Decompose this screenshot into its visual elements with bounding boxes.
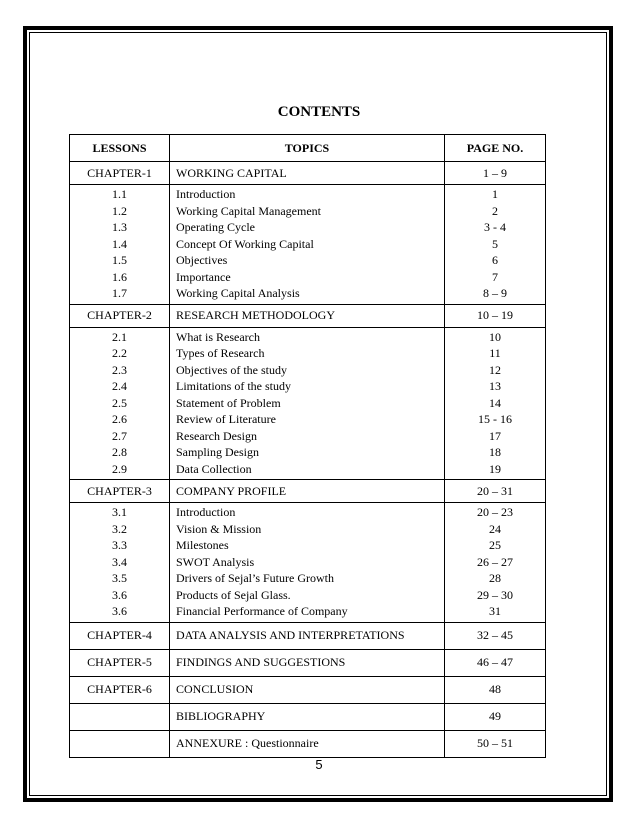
sub-topic-page: 7 [492, 269, 498, 284]
sub-topic-page: 11 [489, 346, 501, 360]
sub-topic-page: 10 [489, 329, 501, 344]
chapter-page: 46 – 47 [445, 649, 546, 676]
sub-topic-page-cell [445, 327, 546, 480]
sub-topic-number: 1.6 [112, 269, 127, 284]
chapter-page: 50 – 51 [445, 730, 546, 757]
chapter-topic: DATA ANALYSIS AND INTERPRETATIONS [170, 622, 445, 649]
sub-topics-row [70, 185, 546, 305]
sub-topic-number: 2.5 [112, 395, 127, 410]
sub-topic-title: Introduction [176, 505, 236, 519]
page-title: CONTENTS [277, 104, 361, 120]
sub-topic-page: 8 – 9 [483, 286, 507, 300]
sub-topic-page-cell [445, 185, 546, 305]
sub-topics-row [70, 327, 546, 480]
sub-topic-title: Statement of Problem [176, 395, 281, 410]
chapter-topic: RESEARCH METHODOLOGY [170, 304, 445, 327]
sub-topic-number: 3.2 [112, 521, 127, 536]
sub-topic-number: 3.5 [112, 571, 127, 585]
chapter-page: 1 – 9 [445, 162, 546, 185]
sub-topic-title: Review of Literature [176, 412, 276, 426]
sub-topic-page: 25 [489, 538, 501, 552]
chapter-lesson: CHAPTER-6 [70, 676, 170, 703]
chapter-topic: WORKING CAPITAL [170, 162, 445, 185]
chapter-lesson [70, 730, 170, 757]
sub-topic-number: 2.8 [112, 445, 127, 459]
sub-topic-number: 2.6 [112, 412, 127, 426]
header-lessons: LESSONS [70, 135, 170, 162]
chapter-topic: CONCLUSION [170, 676, 445, 703]
sub-topic-page: 14 [489, 395, 501, 410]
table-header-row [70, 135, 546, 162]
sub-topic-page: 13 [489, 379, 501, 393]
sub-topic-number: 2.3 [112, 362, 127, 377]
sub-topic-title-cell [170, 503, 445, 623]
sub-topic-page: 5 [492, 236, 498, 251]
sub-topic-number: 3.1 [112, 505, 127, 519]
sub-topic-number: 1.5 [112, 253, 127, 267]
sub-topic-number: 1.3 [112, 220, 127, 234]
sub-topic-page: 19 [489, 461, 501, 476]
sub-topic-page: 3 - 4 [484, 220, 506, 234]
sub-topic-number: 2.1 [112, 329, 127, 344]
sub-topic-title-cell [170, 185, 445, 305]
sub-topic-number: 3.6 [112, 604, 127, 618]
sub-topic-number-cell [70, 185, 170, 305]
chapter-row [70, 676, 546, 703]
chapter-row [70, 162, 546, 185]
sub-topic-title: Limitations of the study [176, 379, 291, 393]
chapter-page: 49 [445, 703, 546, 730]
chapter-page: 48 [445, 676, 546, 703]
sub-topic-page: 28 [489, 571, 501, 585]
sub-topic-number: 2.7 [112, 428, 127, 443]
sub-topic-page: 18 [489, 445, 501, 459]
sub-topic-number: 3.3 [112, 538, 127, 552]
chapter-topic: BIBLIOGRAPHY [170, 703, 445, 730]
sub-topic-page: 31 [489, 604, 501, 618]
contents-table [69, 134, 546, 758]
sub-topic-page: 26 – 27 [477, 554, 513, 569]
sub-topic-number: 1.4 [112, 236, 127, 251]
chapter-row [70, 622, 546, 649]
sub-topic-number-cell [70, 327, 170, 480]
sub-topic-title: Research Design [176, 428, 257, 443]
chapter-lesson: CHAPTER-4 [70, 622, 170, 649]
sub-topic-number: 2.9 [112, 461, 127, 476]
sub-topic-number: 2.4 [112, 379, 127, 393]
sub-topic-page: 17 [489, 428, 501, 443]
sub-topic-title: Objectives [176, 253, 228, 267]
chapter-lesson: CHAPTER-5 [70, 649, 170, 676]
sub-topic-title: SWOT Analysis [176, 554, 255, 569]
sub-topic-title: Drivers of Sejal’s Future Growth [176, 571, 334, 585]
sub-topic-title: Working Capital Management [176, 203, 321, 218]
sub-topic-page: 24 [489, 521, 501, 536]
sub-topics-row [70, 503, 546, 623]
sub-topic-number: 3.6 [112, 587, 127, 602]
sub-topic-title: What is Research [176, 329, 260, 344]
sub-topic-number-cell [70, 503, 170, 623]
chapter-lesson: CHAPTER-2 [70, 304, 170, 327]
sub-topic-number: 1.2 [112, 203, 127, 218]
sub-topic-page: 2 [492, 203, 498, 218]
sub-topic-page: 6 [492, 253, 498, 267]
chapter-page: 32 – 45 [445, 622, 546, 649]
sub-topic-title: Vision & Mission [176, 521, 262, 536]
sub-topic-title: Financial Performance of Company [176, 604, 348, 618]
chapter-row [70, 649, 546, 676]
sub-topic-number: 1.1 [112, 187, 127, 201]
chapter-topic: FINDINGS AND SUGGESTIONS [170, 649, 445, 676]
sub-topic-number: 1.7 [112, 286, 127, 300]
chapter-lesson [70, 703, 170, 730]
sub-topic-title: Data Collection [176, 461, 252, 476]
sub-topic-page: 20 – 23 [477, 505, 513, 519]
chapter-row [70, 480, 546, 503]
chapter-row [70, 703, 546, 730]
sub-topic-page: 15 - 16 [478, 412, 512, 426]
header-topics: TOPICS [170, 135, 445, 162]
chapter-row [70, 730, 546, 757]
sub-topic-title: Products of Sejal Glass. [176, 587, 291, 602]
sub-topic-page: 29 – 30 [477, 587, 513, 602]
sub-topic-page-cell [445, 503, 546, 623]
sub-topic-page: 1 [492, 187, 498, 201]
sub-topic-title: Milestones [176, 538, 229, 552]
chapter-page: 20 – 31 [445, 480, 546, 503]
sub-topic-number: 3.4 [112, 554, 127, 569]
page-number: 5 [315, 757, 323, 772]
sub-topic-title: Importance [176, 269, 231, 284]
sub-topic-title: Concept Of Working Capital [176, 236, 314, 251]
header-page-no: PAGE NO. [445, 135, 546, 162]
sub-topic-title: Introduction [176, 187, 236, 201]
contents-table-body [70, 162, 546, 758]
chapter-lesson: CHAPTER-3 [70, 480, 170, 503]
sub-topic-title: Objectives of the study [176, 362, 287, 377]
sub-topic-page: 12 [489, 362, 501, 377]
chapter-topic: COMPANY PROFILE [170, 480, 445, 503]
sub-topic-title: Operating Cycle [176, 220, 255, 234]
chapter-row [70, 304, 546, 327]
chapter-page: 10 – 19 [445, 304, 546, 327]
chapter-topic: ANNEXURE : Questionnaire [170, 730, 445, 757]
sub-topic-number: 2.2 [112, 346, 127, 360]
sub-topic-title-cell [170, 327, 445, 480]
sub-topic-title: Sampling Design [176, 445, 259, 459]
sub-topic-title: Working Capital Analysis [176, 286, 300, 300]
sub-topic-title: Types of Research [176, 346, 265, 360]
chapter-lesson: CHAPTER-1 [70, 162, 170, 185]
